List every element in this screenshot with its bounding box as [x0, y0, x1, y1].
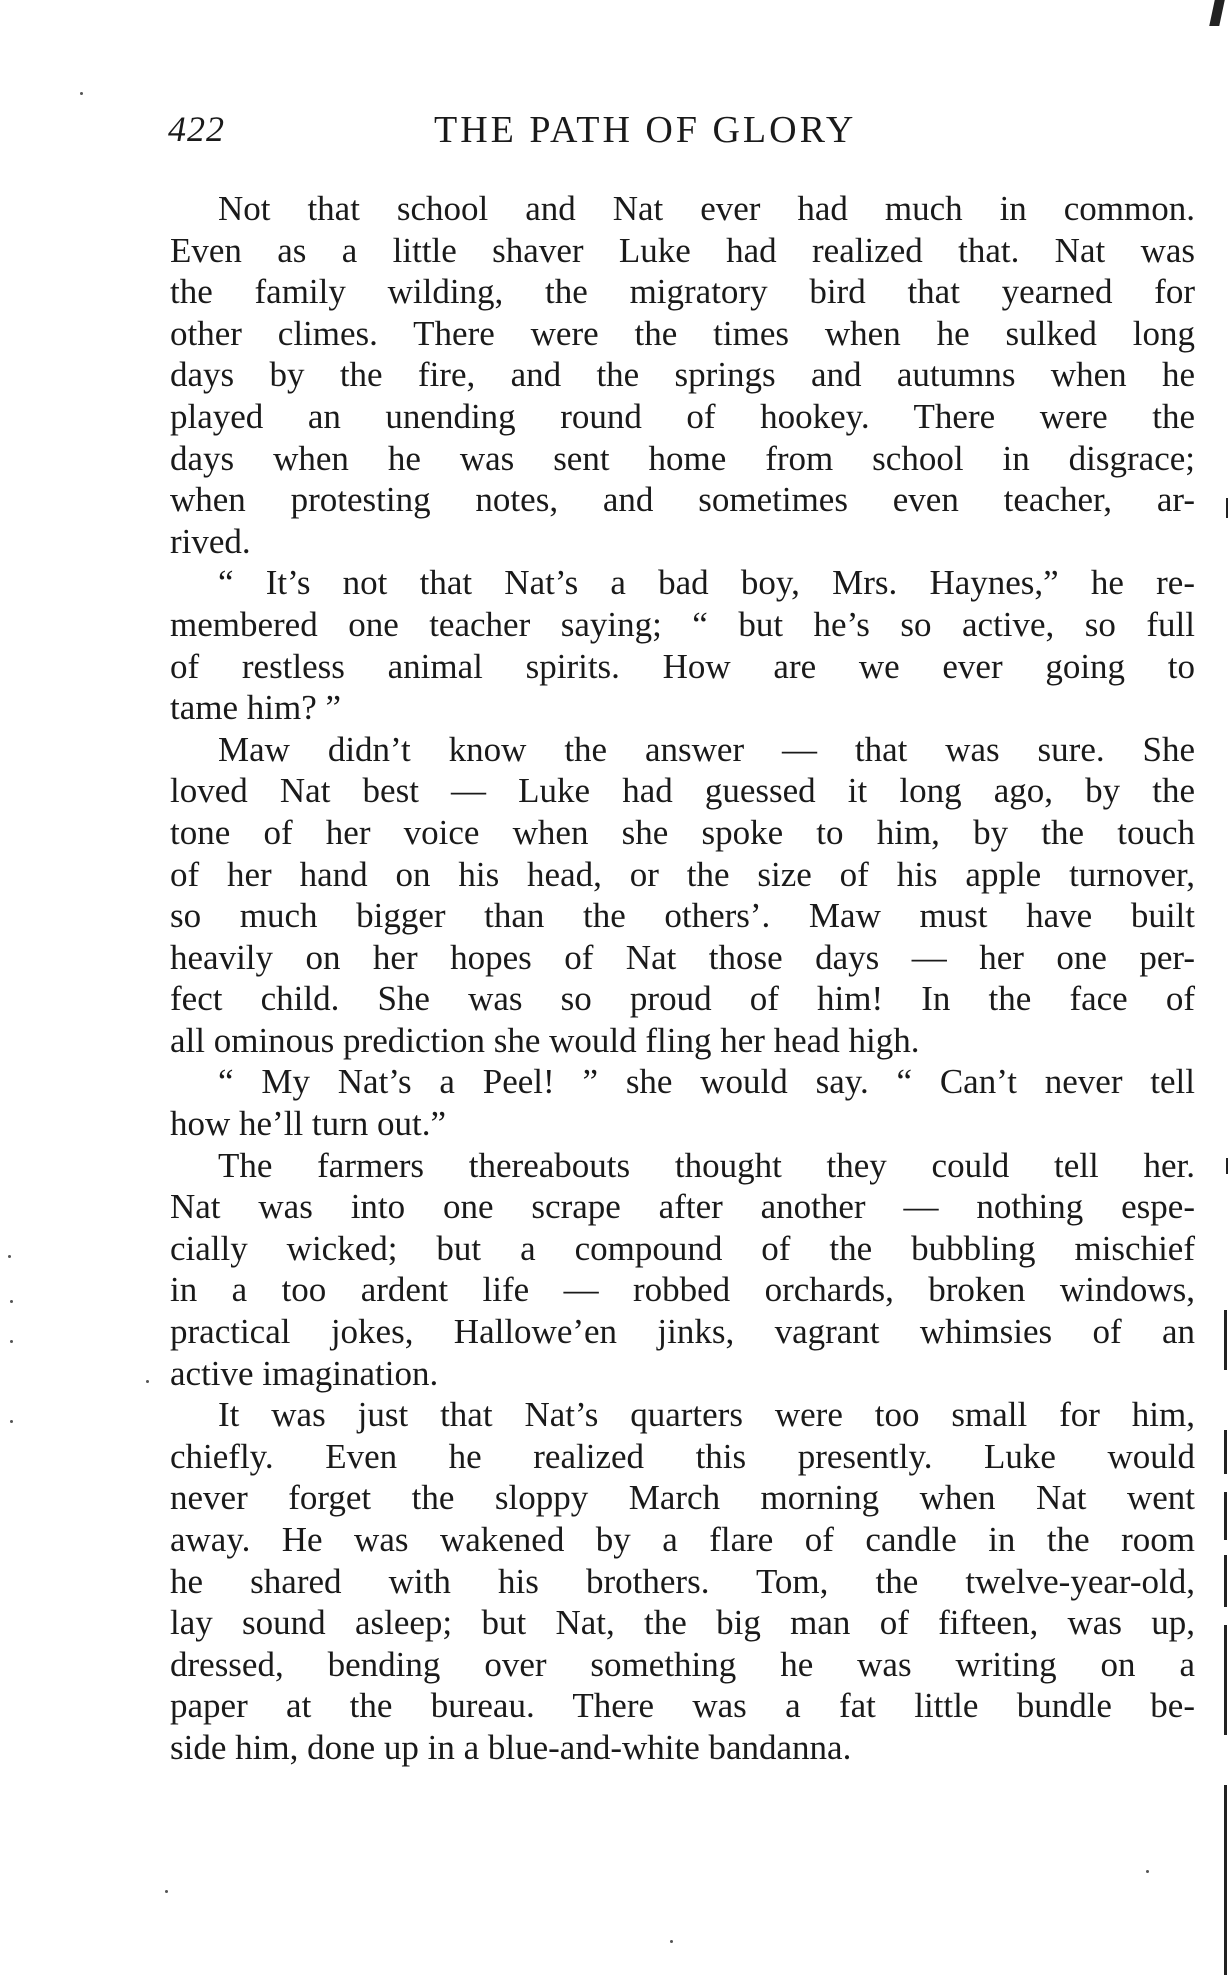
text-line: other climes. There were the times when he sulked long	[170, 313, 1195, 353]
text-line: Maw didn’t know the answer — that was sure. She	[218, 729, 1195, 769]
text-line: side him, done up in a blue-and-white bandanna.	[170, 1727, 852, 1767]
text-line: how he’ll turn out.”	[170, 1104, 447, 1144]
text-line: loved Nat best — Luke had guessed it long ago, by the	[170, 771, 1195, 811]
text-line: of her hand on his head, or the size of his apple turnover,	[170, 854, 1195, 894]
scan-edge-mark	[1224, 1492, 1227, 1540]
text-line: chiefly. Even he realized this presently. Luke would	[170, 1436, 1195, 1476]
text-line: never forget the sloppy March morning when Nat went	[170, 1478, 1195, 1518]
scan-edge-mark	[1226, 498, 1228, 518]
text-line: when protesting notes, and sometimes even teacher, ar-	[170, 480, 1195, 520]
scan-speck	[8, 1255, 11, 1258]
scan-speck	[80, 92, 83, 95]
text-line: Nat was into one scrape after another — nothing espe-	[170, 1187, 1195, 1227]
scan-speck	[1146, 1870, 1149, 1873]
text-line: Not that school and Nat ever had much in common.	[218, 189, 1195, 228]
scan-speck	[165, 1890, 168, 1893]
scan-speck	[10, 1340, 13, 1343]
running-head: THE PATH OF GLORY	[434, 109, 857, 151]
text-line: “ It’s not that Nat’s a bad boy, Mrs. Haynes,” he re-	[218, 563, 1195, 603]
text-line: away. He was wakened by a flare of candle in the room	[170, 1520, 1195, 1559]
text-line: he shared with his brothers. Tom, the twelve-year-old,	[170, 1561, 1195, 1601]
text-line: practical jokes, Hallowe’en jinks, vagrant whimsies of an	[170, 1312, 1195, 1352]
scan-speck	[10, 1300, 13, 1303]
text-line: The farmers thereabouts thought they could tell her.	[218, 1145, 1195, 1185]
body-text	[170, 188, 1195, 1769]
page-header	[168, 108, 1198, 158]
scan-edge-mark	[1224, 1625, 1227, 1735]
scan-edge-mark	[1226, 1158, 1228, 1174]
text-line: tame him? ”	[170, 688, 342, 728]
scan-edge-mark	[1224, 1310, 1227, 1370]
scan-speck	[670, 1940, 673, 1943]
text-line: active imagination.	[170, 1353, 439, 1393]
text-line: cially wicked; but a compound of the bubbling mischief	[170, 1228, 1195, 1268]
text-line: paper at the bureau. There was a fat little bundle be-	[170, 1686, 1195, 1726]
text-line: played an unending round of hookey. There were the	[170, 396, 1195, 436]
text-line: all ominous prediction she would fling her head high.	[170, 1020, 920, 1060]
page-number: 422	[168, 109, 225, 149]
scan-speck	[10, 1420, 13, 1423]
text-line: so much bigger than the others’. Maw must have built	[170, 896, 1195, 936]
text-line: rived.	[170, 521, 251, 561]
scan-edge-mark	[1209, 0, 1225, 26]
scan-edge-mark	[1224, 1555, 1227, 1607]
text-line: days when he was sent home from school in disgrace;	[170, 438, 1195, 478]
text-line: heavily on her hopes of Nat those days — her one per-	[170, 937, 1195, 977]
text-line: days by the fire, and the springs and autumns when he	[170, 355, 1195, 395]
text-line: tone of her voice when she spoke to him, by the touch	[170, 812, 1195, 852]
scan-edge-mark	[1224, 1430, 1227, 1474]
text-line: in a too ardent life — robbed orchards, broken windows,	[170, 1270, 1195, 1310]
text-line: fect child. She was so proud of him! In the face of	[170, 979, 1195, 1019]
text-line: Even as a little shaver Luke had realized that. Nat was	[170, 230, 1195, 270]
text-line: membered one teacher saying; “ but he’s so active, so full	[170, 604, 1195, 644]
text-line: “ My Nat’s a Peel! ” she would say. “ Can’t never tell	[218, 1062, 1195, 1102]
text-line: lay sound asleep; but Nat, the big man of fifteen, was up,	[170, 1603, 1195, 1643]
text-line: dressed, bending over something he was writing on a	[170, 1644, 1195, 1684]
text-line: It was just that Nat’s quarters were too small for him,	[218, 1395, 1195, 1435]
scan-speck	[146, 1380, 149, 1383]
text-line: of restless animal spirits. How are we ever going to	[170, 646, 1195, 686]
scan-edge-mark	[1224, 1785, 1227, 1975]
text-line: the family wilding, the migratory bird that yearned for	[170, 272, 1195, 312]
